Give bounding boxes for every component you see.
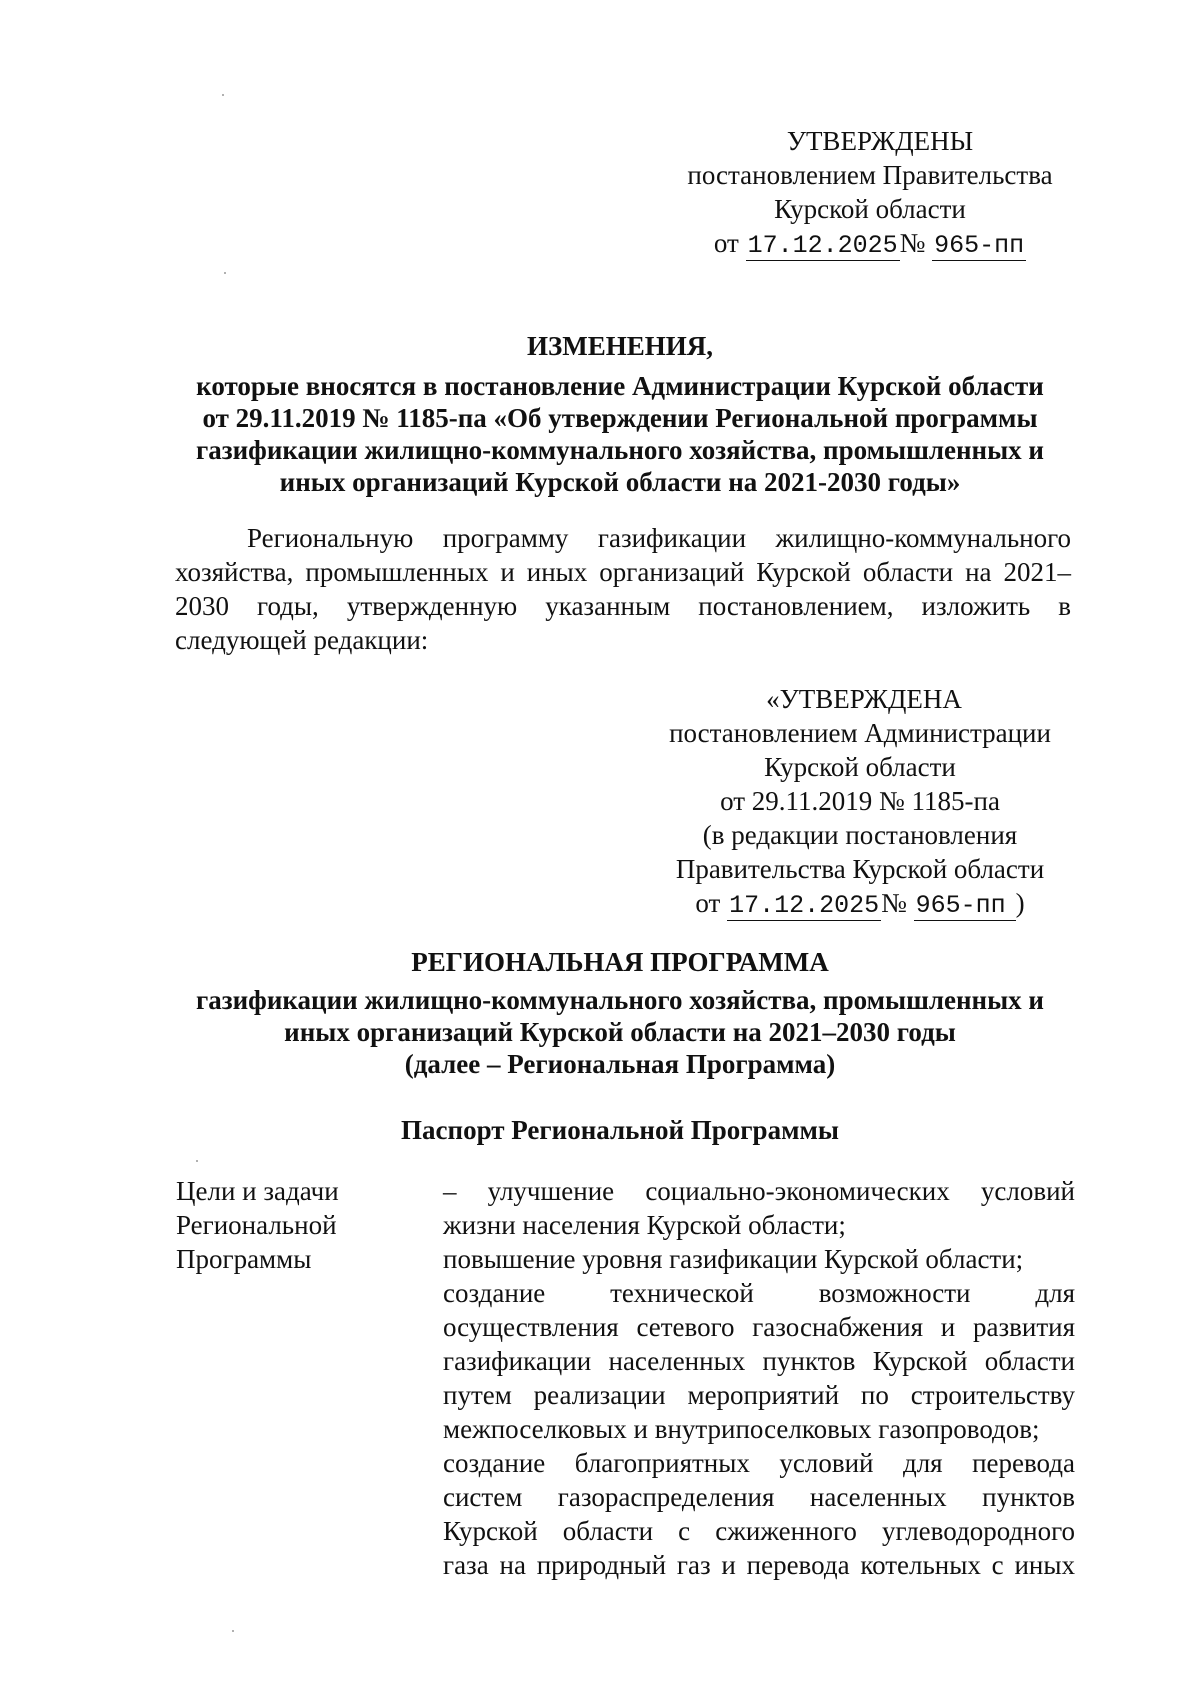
- passport-content-line: осуществления сетевого газоснабжения и развития: [443, 1312, 1075, 1342]
- approval2-line: Правительства Курской области: [675, 854, 1045, 884]
- passport-content-line: газа на природный газ и перевода котельных с иных: [443, 1550, 1075, 1580]
- scan-speck: [224, 272, 226, 274]
- approval2-line: (в редакции постановления: [702, 820, 1018, 850]
- changes-line: от 29.11.2019 № 1185-па «Об утверждении Региональной программы: [202, 403, 1038, 433]
- changes-title: ИЗМЕНЕНИЯ,: [526, 331, 713, 361]
- approval-date-line: [660, 226, 1080, 263]
- scan-speck: [196, 1160, 198, 1162]
- passport-content-line: создание технической возможности для: [443, 1278, 1075, 1308]
- program-line: газификации жилищно-коммунального хозяйства, промышленных и: [195, 985, 1044, 1015]
- changes-line: газификации жилищно-коммунального хозяйства, промышленных и: [195, 435, 1044, 465]
- scan-speck: [222, 94, 224, 96]
- program-title: РЕГИОНАЛЬНАЯ ПРОГРАММА: [411, 947, 829, 977]
- passport-content-line: межпоселковых и внутрипоселковых газопроводов;: [443, 1414, 1040, 1444]
- scan-speck: [232, 1630, 234, 1632]
- passport-content-line: создание благоприятных условий для перевода: [443, 1448, 1075, 1478]
- passport-label-line: Цели и задачи: [176, 1176, 339, 1206]
- approval-date: 17.12.2025: [747, 231, 898, 260]
- changes-line: которые вносятся в постановление Администрации Курской области: [196, 371, 1044, 401]
- changes-line: иных организаций Курской области на 2021-2030 годы»: [279, 467, 961, 497]
- intro-paragraph: Региональную программу газификации жилищно-коммунального хозяйства, промышленных и иных организаций Курской области на 2021–2030 годы, утвержденную указанным постановлением, изложить в следующей редакции:: [175, 523, 1071, 655]
- approval2-title: «УТВЕРЖДЕНА: [766, 684, 962, 714]
- approval-line: постановлением Правительства: [687, 160, 1053, 190]
- passport-label-line: Региональной: [176, 1210, 337, 1240]
- from-prefix: от: [713, 228, 739, 258]
- passport-content-line: газификации населенных пунктов Курской области: [443, 1346, 1075, 1376]
- approval-number: 965-пп: [934, 231, 1025, 260]
- program-heading: [170, 946, 1070, 1080]
- program-line: иных организаций Курской области на 2021–2030 годы: [284, 1017, 956, 1047]
- number-sign: №: [881, 888, 907, 918]
- passport-content-line: – улучшение социально-экономических условий: [443, 1176, 1075, 1206]
- from-prefix: от: [695, 888, 721, 918]
- passport-heading: Паспорт Региональной Программы: [401, 1115, 839, 1145]
- approval2-line: постановлением Администрации: [669, 718, 1051, 748]
- passport-content-line: жизни населения Курской области;: [443, 1210, 846, 1240]
- number-sign: №: [899, 228, 926, 258]
- approval2-date: 17.12.2025: [729, 891, 880, 920]
- changes-heading: [170, 330, 1070, 498]
- program-line: (далее – Региональная Программа): [404, 1049, 836, 1079]
- approval-line: Курской области: [774, 194, 966, 224]
- passport-content-line: Курской области с сжиженного углеводородного: [443, 1516, 1075, 1546]
- approval2-number: 965-пп: [914, 891, 1016, 921]
- passport-label-line: Программы: [176, 1244, 312, 1274]
- passport-content-line: систем газораспределения населенных пунктов: [443, 1482, 1075, 1512]
- approval2-line: от 29.11.2019 № 1185-па: [720, 786, 1000, 816]
- passport-label: [176, 1174, 406, 1276]
- approval-block: [660, 124, 1080, 263]
- closing-paren: ): [1015, 888, 1025, 918]
- passport-content: [443, 1174, 1075, 1582]
- approval2-line: Курской области: [764, 752, 956, 782]
- passport-content-line: путем реализации мероприятий по строительству: [443, 1380, 1075, 1410]
- approval2-date-line: [650, 886, 1070, 923]
- approval-block-2: [650, 682, 1070, 923]
- passport-content-line: повышение уровня газификации Курской области;: [443, 1244, 1024, 1274]
- approval-title: УТВЕРЖДЕНЫ: [786, 126, 974, 156]
